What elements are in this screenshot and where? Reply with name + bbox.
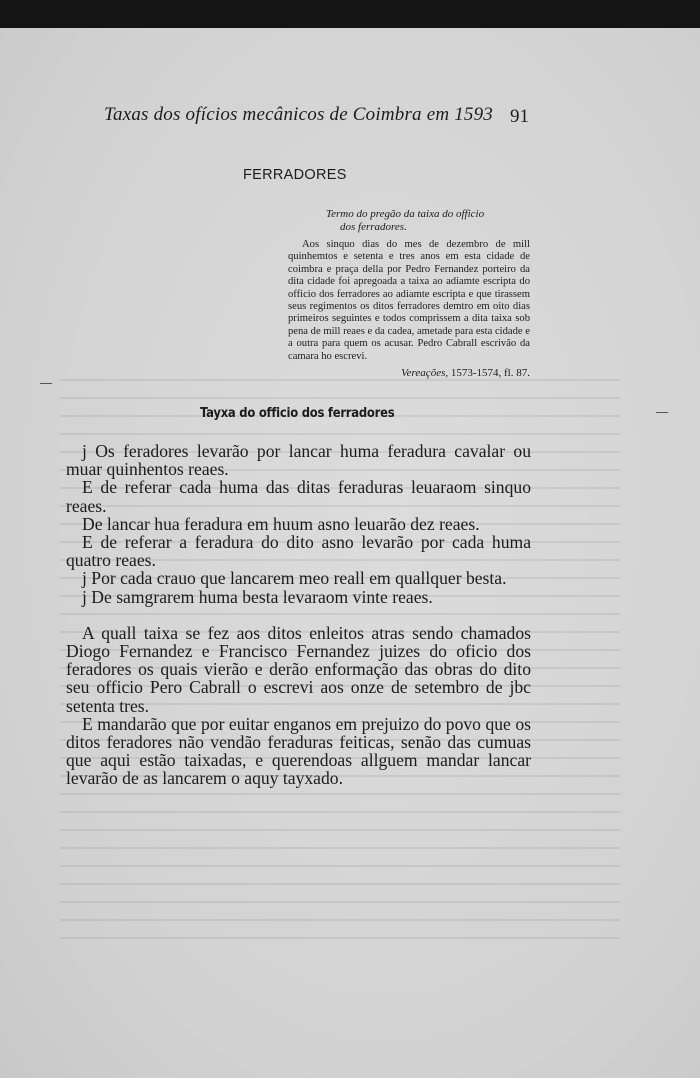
margin-mark: [40, 383, 52, 384]
paragraph: j Os feradores levarão por lancar huma feradura cavalar ou muar quinhentos reaes.: [66, 441, 531, 480]
note-source: [288, 367, 530, 379]
paragraph: E mandarão que por euitar enganos em prejuizo do povo que os ditos feradores não vendão feraduras feiticas, senão das cumuas que aqui estão taixadas, e querendoas allguem mandar lancar levarão de as lancarem o aquy tayxado.: [66, 713, 531, 789]
paragraph: E de referar cada huma das ditas feraduras leuaraom sinquo reaes.: [66, 477, 531, 516]
paragraph: j De samgrarem huma besta levaraom vinte reaes.: [82, 586, 433, 607]
scan-border: [0, 0, 700, 28]
paragraph: De lancar hua feradura em huum asno leuarão dez reaes.: [82, 513, 480, 534]
archival-note: [288, 208, 530, 379]
note-paragraph: Aos sinquo dias do mes de dezembro de mill quinhemtos e setenta e tres anos em esta cidade de coimbra e praça della por Pedro Fernandez porteiro da dita cidade foi apregoada a taixa ao adiamte escripta do officio dos ferradores ao adiamte escripta e que tirassem seus regimentos os ditos ferradores demtro em oito dias primeiros seguintes e todos comprissem a dita taixa sob pena de mill reaes e da cadea, ametade para esta cidade e a outra para quem os acusar. Pedro Cabrall escrivão da camara ho escrevi.: [288, 239, 530, 362]
note-source-ref: 1573-1574, fl. 87.: [450, 367, 530, 380]
paragraph: j Por cada crauo que lancarem meo reall em quallquer besta.: [82, 568, 507, 589]
note-body: [288, 239, 530, 363]
margin-mark: [656, 412, 668, 413]
section-title: FERRADORES: [243, 167, 347, 183]
paragraph: E de referar a feradura do dito asno levarão por cada huma quatro reaes.: [66, 532, 531, 571]
document-title: Tayxa do officio dos ferradores: [200, 405, 395, 421]
paragraph: A quall taixa se fez aos ditos enleitos atras sendo chamados Diogo Fernandez e Francisco Fernandez juizes do oficio dos feradores os quais vierão e derão enformação das obras do dito seu officio Pero Cabrall o escrevi aos onze de setembro de jbc setenta tres.: [66, 622, 531, 716]
document-body: [66, 442, 531, 788]
note-title-line-2: dos ferradores.: [340, 221, 407, 233]
note-title: [288, 208, 530, 234]
page-number: 91: [510, 106, 529, 127]
note-title-line-1: Termo do pregão da taixa do officio: [326, 208, 485, 220]
note-source-title: Vereações,: [401, 367, 449, 380]
running-head: Taxas dos ofícios mecânicos de Coimbra em 1593: [104, 104, 494, 125]
